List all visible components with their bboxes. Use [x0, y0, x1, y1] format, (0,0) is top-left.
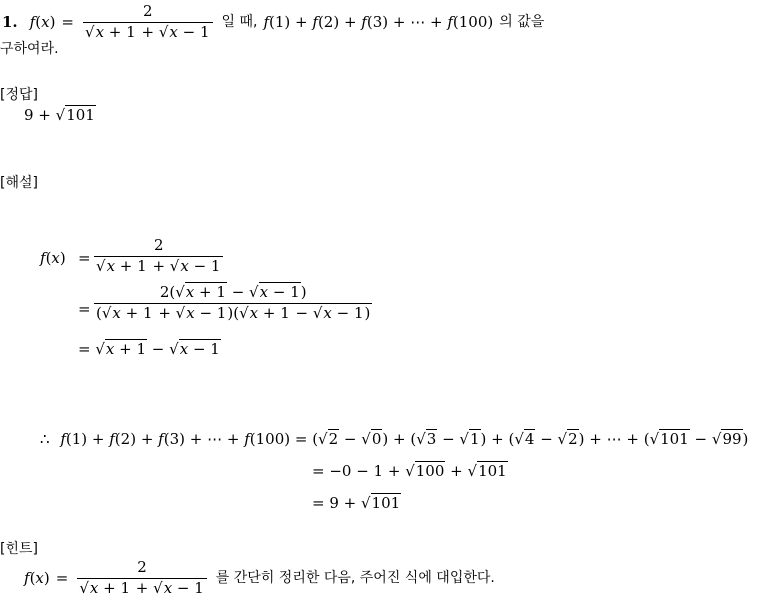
solution-step1-fraction	[94, 238, 223, 275]
hint-label: [힌트]	[0, 541, 38, 557]
solution-step2-numerator: 2(√x + 1 − √x − 1)	[159, 283, 307, 301]
solution-step2-equals: =	[78, 300, 91, 318]
hint-text: 를 간단히 정리한 다음, 주어진 식에 대입한다.	[215, 570, 495, 586]
problem-line-2: 구하여라.	[0, 41, 59, 57]
solution-step1-denominator: √x + 1 + √x − 1	[94, 256, 223, 275]
solution-sum-line3: = 9 + √101	[312, 494, 401, 512]
problem-denominator: √x + 1 + √x − 1	[83, 22, 213, 41]
problem-equals: =	[61, 12, 74, 31]
solution-sum-line2: = −0 − 1 + √100 + √101	[312, 462, 507, 480]
hint-function-lhs: f(x)	[24, 568, 50, 587]
hint-numerator: 2	[137, 557, 147, 576]
problem-sum-expression: f(1) + f(2) + f(3) + ⋯ + f(100)	[263, 12, 494, 31]
solution-step1-lhs: f(x)	[40, 249, 66, 267]
therefore-symbol: ∴	[40, 430, 50, 448]
answer-value: 9 + √101	[24, 106, 95, 124]
solution-step2-denominator: (√x + 1 + √x − 1)(√x + 1 − √x − 1)	[96, 303, 371, 322]
problem-number: 1.	[2, 12, 18, 31]
solution-step1-equals: =	[78, 249, 91, 267]
solution-step3: = √x + 1 − √x − 1	[78, 340, 220, 358]
problem-numerator: 2	[142, 1, 153, 20]
problem-question-tail: 의 값을	[499, 14, 545, 30]
problem-function-lhs: f(x)	[29, 12, 56, 31]
problem-fraction	[83, 1, 213, 41]
answer-label: [정답]	[0, 87, 38, 103]
hint-fraction	[77, 557, 206, 597]
hint-line: f(x) = $\frac{2}{√x + 1 + √x - 1}$ 를 간단히 정리한 다음, 주어진 식에 대입한다.	[24, 557, 495, 597]
hint-denominator: √x + 1 + √x − 1	[77, 578, 206, 597]
solution-label: [해설]	[0, 175, 38, 191]
solution-step2-fraction	[94, 285, 372, 322]
problem-condition-text: 일 때,	[221, 14, 258, 30]
solution-sum-line1: ∴ f(1) + f(2) + f(3) + ⋯ + f(100) = (√2 − √0) + (√3 − √1) + (√4 − √2) + ⋯ + (√101 − √99)	[40, 430, 749, 448]
problem-line-1	[2, 2, 544, 42]
solution-step1-numerator: 2	[153, 236, 164, 254]
